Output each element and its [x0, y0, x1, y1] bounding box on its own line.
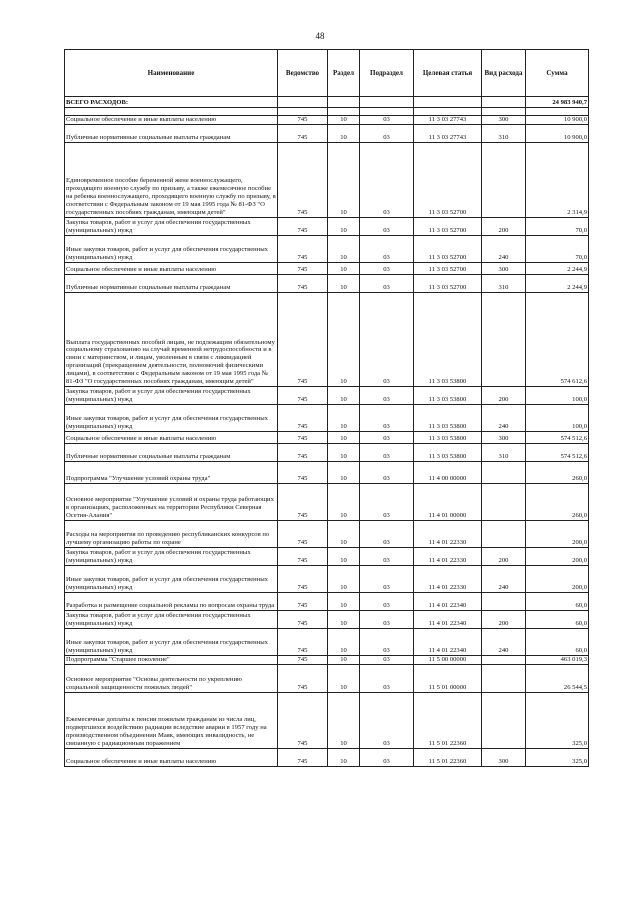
cell-sum: 10 900,0: [526, 125, 589, 143]
cell-section: [328, 108, 360, 116]
cell-section: 10: [328, 143, 360, 218]
cell-target-article: [414, 97, 482, 108]
cell-subsection: 03: [360, 236, 414, 263]
cell-subsection: 03: [360, 749, 414, 767]
table-header-row: [65, 50, 589, 97]
cell-name: Подпрограмма "Улучшение условий охраны труда": [65, 462, 278, 484]
cell-department: 745: [278, 629, 328, 656]
cell-department: 745: [278, 236, 328, 263]
cell-subsection: 03: [360, 656, 414, 665]
cell-department: 745: [278, 387, 328, 405]
cell-section: 10: [328, 656, 360, 665]
cell-expense-type: 240: [482, 566, 526, 593]
cell-subsection: 03: [360, 218, 414, 236]
header-department: Ведомство: [278, 50, 328, 97]
cell-name: Иные закупки товаров, работ и услуг для обеспечения государственных (муниципальных) нужд: [65, 236, 278, 263]
cell-section: 10: [328, 387, 360, 405]
table-row: [65, 665, 589, 693]
cell-name: Публичные нормативные социальные выплаты гражданам: [65, 275, 278, 293]
cell-target-article: 11 3 03 53800: [414, 444, 482, 462]
cell-expense-type: [482, 293, 526, 387]
cell-expense-type: [482, 665, 526, 693]
cell-name: Закупка товаров, работ и услуг для обеспечения государственных (муниципальных) нужд: [65, 548, 278, 566]
cell-subsection: 03: [360, 611, 414, 629]
cell-department: 745: [278, 693, 328, 749]
cell-target-article: 11 3 03 27743: [414, 116, 482, 125]
table-row: [65, 462, 589, 484]
cell-expense-type: [482, 97, 526, 108]
cell-target-article: 11 3 03 52700: [414, 218, 482, 236]
cell-target-article: 11 3 03 52700: [414, 143, 482, 218]
cell-department: 745: [278, 275, 328, 293]
cell-department: 745: [278, 444, 328, 462]
table-row: [65, 629, 589, 656]
table-row: [65, 593, 589, 611]
cell-name: Разработка и размещение социальной рекламы по вопросам охраны труда: [65, 593, 278, 611]
cell-sum: 200,0: [526, 566, 589, 593]
cell-sum: 200,0: [526, 521, 589, 548]
expenditure-table: [64, 49, 589, 767]
cell-department: 745: [278, 432, 328, 444]
cell-sum: 574 512,6: [526, 444, 589, 462]
cell-target-article: 11 5 01 00000: [414, 665, 482, 693]
header-sum: Сумма: [526, 50, 589, 97]
cell-subsection: 03: [360, 548, 414, 566]
cell-subsection: 03: [360, 566, 414, 593]
cell-department: 745: [278, 521, 328, 548]
cell-subsection: 03: [360, 444, 414, 462]
cell-section: 10: [328, 444, 360, 462]
cell-name: Иные закупки товаров, работ и услуг для обеспечения государственных (муниципальных) нужд: [65, 566, 278, 593]
table-row: [65, 432, 589, 444]
cell-expense-type: [482, 108, 526, 116]
cell-name: Основное мероприятие "Улучшение условий и охраны труда работающих в организациях, расположенных на территории Республики Северная Осетия-Алания": [65, 484, 278, 521]
cell-name: Подпрограмма "Старшее поколение": [65, 656, 278, 665]
cell-target-article: 11 4 00 00000: [414, 462, 482, 484]
table-row: [65, 218, 589, 236]
table-row: [65, 693, 589, 749]
cell-section: 10: [328, 125, 360, 143]
cell-sum: 325,0: [526, 749, 589, 767]
cell-section: 10: [328, 293, 360, 387]
table-row: [65, 125, 589, 143]
cell-target-article: 11 4 01 22340: [414, 629, 482, 656]
table-row: [65, 405, 589, 432]
cell-section: 10: [328, 665, 360, 693]
cell-subsection: 03: [360, 263, 414, 275]
cell-subsection: 03: [360, 593, 414, 611]
cell-target-article: 11 5 01 22360: [414, 749, 482, 767]
cell-name: Социальное обеспечение и иные выплаты населению: [65, 263, 278, 275]
cell-expense-type: 300: [482, 116, 526, 125]
cell-subsection: 03: [360, 484, 414, 521]
cell-section: 10: [328, 405, 360, 432]
cell-subsection: 03: [360, 521, 414, 548]
cell-sum: [526, 108, 589, 116]
cell-expense-type: [482, 693, 526, 749]
table-row: [65, 566, 589, 593]
cell-sum: 260,0: [526, 462, 589, 484]
cell-department: [278, 97, 328, 108]
cell-section: 10: [328, 749, 360, 767]
total-row: [65, 97, 589, 108]
header-target-article: Целевая статья: [414, 50, 482, 97]
cell-department: 745: [278, 116, 328, 125]
table-row: [65, 108, 589, 116]
cell-section: [328, 97, 360, 108]
cell-name: Ежемесячные доплаты к пенсии пожилым гражданам из числа лиц, подвергшихся воздействию радиации вследствие аварии в 1957 году на производственном объединении Маяк, имеющих инвалидность, не связанную с радиационным поражением: [65, 693, 278, 749]
cell-expense-type: 200: [482, 387, 526, 405]
cell-target-article: 11 3 03 52700: [414, 263, 482, 275]
table-row: [65, 749, 589, 767]
cell-name: Публичные нормативные социальные выплаты гражданам: [65, 444, 278, 462]
cell-section: 10: [328, 566, 360, 593]
cell-section: 10: [328, 629, 360, 656]
cell-department: 745: [278, 462, 328, 484]
cell-section: 10: [328, 236, 360, 263]
cell-name: Социальное обеспечение и иные выплаты населению: [65, 116, 278, 125]
cell-subsection: 03: [360, 693, 414, 749]
cell-target-article: 11 3 03 52700: [414, 275, 482, 293]
cell-sum: 60,0: [526, 593, 589, 611]
cell-section: 10: [328, 693, 360, 749]
cell-section: 10: [328, 432, 360, 444]
cell-target-article: 11 4 01 22340: [414, 593, 482, 611]
cell-department: 745: [278, 218, 328, 236]
cell-department: 745: [278, 143, 328, 218]
cell-name: Единовременное пособие беременной жене военнослужащего, проходящего военную службу по призыву, а также ежемесячное пособие на ребенка военнослужащего, проходящего военную службу по призыву, в соответствии с Федеральным законом от 19 мая 1995 года № 81-ФЗ "О государственных пособиях гражданам, имеющим детей": [65, 143, 278, 218]
cell-subsection: 03: [360, 293, 414, 387]
cell-sum: 60,0: [526, 629, 589, 656]
cell-sum: 100,0: [526, 405, 589, 432]
cell-department: 745: [278, 484, 328, 521]
cell-sum: 260,0: [526, 484, 589, 521]
cell-expense-type: [482, 656, 526, 665]
cell-sum: 2 244,9: [526, 263, 589, 275]
cell-expense-type: [482, 462, 526, 484]
cell-department: 745: [278, 749, 328, 767]
cell-expense-type: [482, 521, 526, 548]
cell-expense-type: 300: [482, 432, 526, 444]
cell-subsection: [360, 97, 414, 108]
cell-department: 745: [278, 593, 328, 611]
cell-sum: 24 983 940,7: [526, 97, 589, 108]
cell-section: 10: [328, 521, 360, 548]
cell-section: 10: [328, 593, 360, 611]
cell-expense-type: [482, 143, 526, 218]
cell-expense-type: 200: [482, 548, 526, 566]
cell-department: 745: [278, 656, 328, 665]
cell-sum: 26 544,5: [526, 665, 589, 693]
table-row: [65, 444, 589, 462]
header-name: Наименование: [65, 50, 278, 97]
cell-sum: 70,0: [526, 236, 589, 263]
cell-sum: 200,0: [526, 548, 589, 566]
header-section: Раздел: [328, 50, 360, 97]
cell-subsection: 03: [360, 125, 414, 143]
cell-expense-type: [482, 484, 526, 521]
table-row: [65, 275, 589, 293]
cell-sum: 574 612,6: [526, 293, 589, 387]
cell-section: 10: [328, 218, 360, 236]
cell-expense-type: 310: [482, 275, 526, 293]
cell-sum: 574 512,6: [526, 432, 589, 444]
cell-target-article: 11 4 01 22330: [414, 566, 482, 593]
table-row: [65, 484, 589, 521]
cell-subsection: 03: [360, 665, 414, 693]
cell-name: Закупка товаров, работ и услуг для обеспечения государственных (муниципальных) нужд: [65, 387, 278, 405]
table-row: [65, 143, 589, 218]
cell-sum: 463 019,3: [526, 656, 589, 665]
cell-target-article: 11 3 03 52700: [414, 236, 482, 263]
cell-subsection: [360, 108, 414, 116]
cell-target-article: 11 3 03 27743: [414, 125, 482, 143]
table-row: [65, 236, 589, 263]
cell-target-article: 11 3 03 53800: [414, 405, 482, 432]
cell-section: 10: [328, 116, 360, 125]
table-row: [65, 656, 589, 665]
table-body: [65, 97, 589, 767]
cell-sum: 325,0: [526, 693, 589, 749]
cell-sum: 70,0: [526, 218, 589, 236]
table-row: [65, 387, 589, 405]
cell-section: 10: [328, 611, 360, 629]
cell-sum: 60,0: [526, 611, 589, 629]
cell-section: 10: [328, 462, 360, 484]
cell-target-article: 11 3 03 53800: [414, 293, 482, 387]
cell-name: Социальное обеспечение и иные выплаты населению: [65, 432, 278, 444]
cell-expense-type: 310: [482, 125, 526, 143]
cell-name: Закупка товаров, работ и услуг для обеспечения государственных (муниципальных) нужд: [65, 611, 278, 629]
cell-subsection: 03: [360, 629, 414, 656]
cell-subsection: 03: [360, 387, 414, 405]
cell-subsection: 03: [360, 432, 414, 444]
table-row: [65, 116, 589, 125]
cell-subsection: 03: [360, 275, 414, 293]
cell-expense-type: 240: [482, 405, 526, 432]
cell-name: Закупка товаров, работ и услуг для обеспечения государственных (муниципальных) нужд: [65, 218, 278, 236]
cell-sum: 2 314,9: [526, 143, 589, 218]
cell-name: Основное мероприятие "Основы деятельности по укреплению социальной защищенности пожилых людей": [65, 665, 278, 693]
table-row: [65, 293, 589, 387]
header-subsection: Подраздел: [360, 50, 414, 97]
cell-section: 10: [328, 548, 360, 566]
cell-name: Иные закупки товаров, работ и услуг для обеспечения государственных (муниципальных) нужд: [65, 405, 278, 432]
cell-name: Расходы на мероприятия по проведению республиканских конкурсов по лучшему организацию работы по охране: [65, 521, 278, 548]
cell-subsection: 03: [360, 405, 414, 432]
cell-expense-type: [482, 593, 526, 611]
cell-expense-type: 200: [482, 611, 526, 629]
cell-department: [278, 108, 328, 116]
cell-department: 745: [278, 293, 328, 387]
cell-sum: 100,0: [526, 387, 589, 405]
cell-subsection: 03: [360, 462, 414, 484]
cell-expense-type: 240: [482, 629, 526, 656]
cell-expense-type: 200: [482, 218, 526, 236]
cell-subsection: 03: [360, 143, 414, 218]
cell-target-article: 11 3 03 53800: [414, 387, 482, 405]
cell-expense-type: 300: [482, 749, 526, 767]
table-row: [65, 611, 589, 629]
cell-subsection: 03: [360, 116, 414, 125]
cell-sum: 10 900,0: [526, 116, 589, 125]
cell-name: Иные закупки товаров, работ и услуг для обеспечения государственных (муниципальных) нужд: [65, 629, 278, 656]
cell-expense-type: 300: [482, 263, 526, 275]
cell-target-article: [414, 108, 482, 116]
cell-department: 745: [278, 665, 328, 693]
cell-department: 745: [278, 405, 328, 432]
cell-section: 10: [328, 484, 360, 521]
cell-name: Выплата государственных пособий лицам, не подлежащим обязательному социальному страхованию на случай временной нетрудоспособности и в связи с материнством, и лицам, уволенным в связи с ликвидацией организаций (прекращением деятельности, полномочий физическими лицами), в соответствии с Федеральным законом от 19 мая 1995 года № 81-ФЗ "О государственных пособиях гражданам, имеющим детей": [65, 293, 278, 387]
cell-department: 745: [278, 566, 328, 593]
cell-name: ВСЕГО РАСХОДОВ:: [65, 97, 278, 108]
cell-expense-type: 240: [482, 236, 526, 263]
cell-target-article: 11 4 01 22330: [414, 548, 482, 566]
cell-target-article: 11 3 03 53800: [414, 432, 482, 444]
cell-section: 10: [328, 263, 360, 275]
header-expense-type: Вид расхода: [482, 50, 526, 97]
cell-name: Социальное обеспечение и иные выплаты населению: [65, 749, 278, 767]
cell-target-article: 11 4 01 00000: [414, 484, 482, 521]
cell-department: 745: [278, 125, 328, 143]
table-row: [65, 548, 589, 566]
table-row: [65, 521, 589, 548]
cell-name: [65, 108, 278, 116]
cell-target-article: 11 4 01 22330: [414, 521, 482, 548]
table-row: [65, 263, 589, 275]
cell-target-article: 11 5 00 00000: [414, 656, 482, 665]
cell-expense-type: 310: [482, 444, 526, 462]
cell-department: 745: [278, 611, 328, 629]
cell-target-article: 11 5 01 22360: [414, 693, 482, 749]
cell-sum: 2 244,9: [526, 275, 589, 293]
cell-name: Публичные нормативные социальные выплаты гражданам: [65, 125, 278, 143]
cell-department: 745: [278, 263, 328, 275]
cell-department: 745: [278, 548, 328, 566]
cell-target-article: 11 4 01 22340: [414, 611, 482, 629]
cell-section: 10: [328, 275, 360, 293]
page-number: 48: [315, 31, 325, 41]
